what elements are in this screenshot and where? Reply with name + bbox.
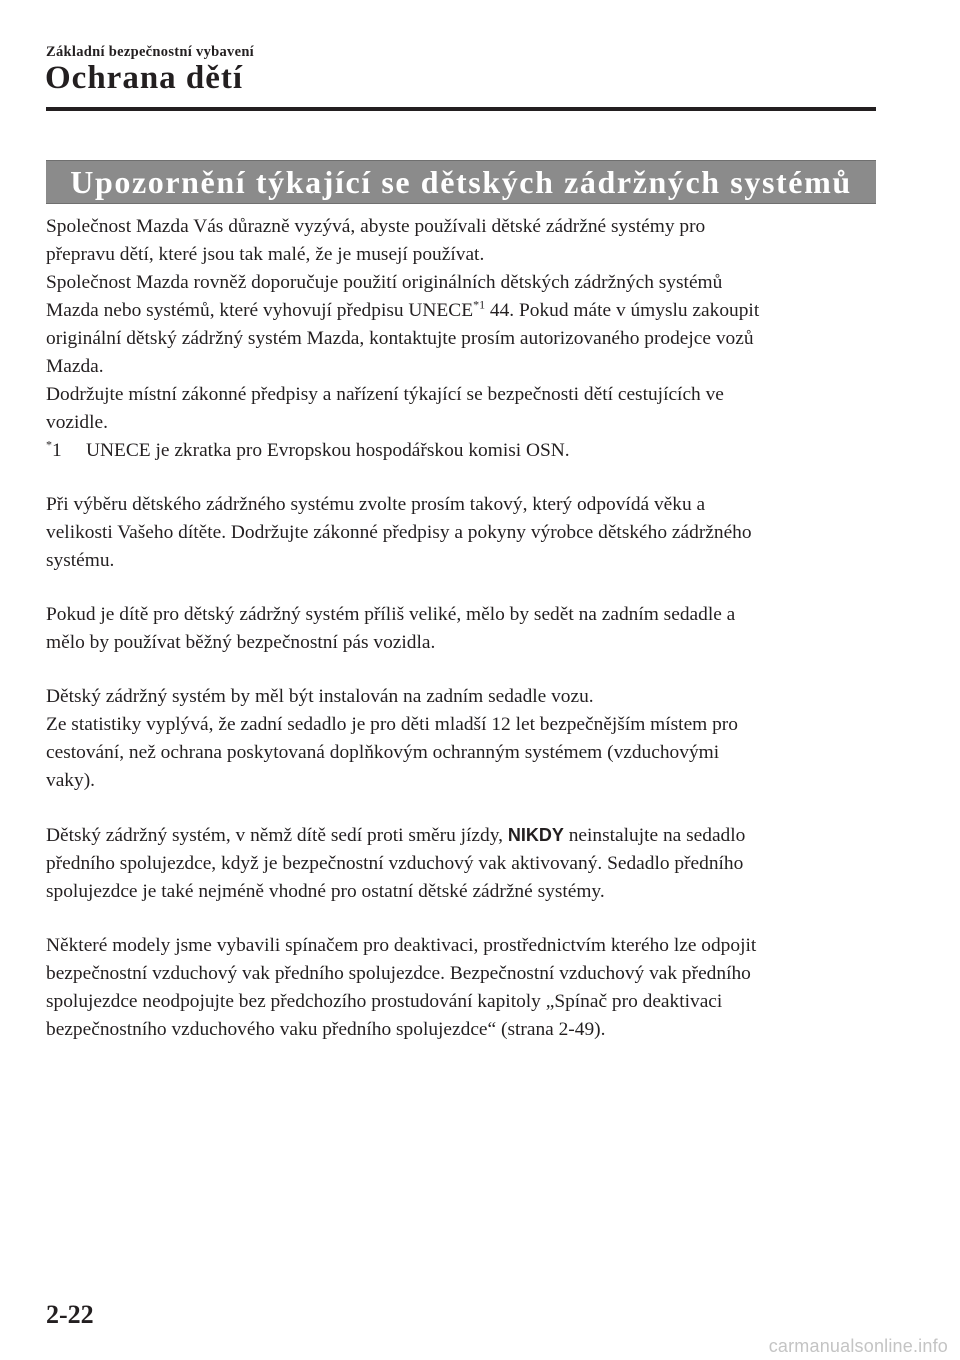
text-run: Mazda nebo systémů, které vyhovují předpisu UNECE	[46, 300, 474, 321]
footnote-reference: *1	[473, 297, 486, 312]
paragraph-line: spolujezdce je také nejméně vhodné pro ostatní dětské zádržné systémy.	[46, 881, 605, 902]
paragraph-line: předního spolujezdce, když je bezpečnostní vzduchový vak aktivovaný. Sedadlo předního	[46, 853, 744, 874]
paragraph-line: spolujezdce neodpojujte bez předchozího prostudování kapitoly „Spínač pro deaktivaci	[46, 991, 723, 1012]
paragraph-line: Společnost Mazda Vás důrazně vyzývá, abyste používali dětské zádržné systémy pro	[46, 216, 706, 237]
paragraph-line	[46, 821, 876, 850]
paragraph-line: velikosti Vašeho dítěte. Dodržujte zákonné předpisy a pokyny výrobce dětského zádržného	[46, 522, 752, 543]
paragraph-line: Pokud je dítě pro dětský zádržný systém příliš veliké, mělo by sedět na zadním sedadle a	[46, 604, 736, 625]
footnote-mark: *	[46, 437, 52, 452]
paragraph-gap	[46, 465, 876, 491]
paragraph-line: přepravu dětí, které jsou tak malé, že je musejí používat.	[46, 244, 485, 265]
emphasis-never: NIKDY	[507, 825, 564, 845]
body-text	[46, 213, 876, 1044]
paragraph-line: Mazda.	[46, 356, 104, 377]
paragraph-line: Dětský zádržný systém by měl být instalován na zadním sedadle vozu.	[46, 686, 594, 707]
chapter-divider	[46, 107, 876, 111]
paragraph-line: vozidle.	[46, 412, 108, 433]
watermark: carmanualsonline.info	[768, 1336, 948, 1356]
paragraph-line	[46, 297, 876, 325]
footnote-label	[46, 437, 86, 465]
section-label: Základní bezpečnostní vybavení	[46, 44, 255, 60]
footnote-text: UNECE je zkratka pro Evropskou hospodářskou komisi OSN.	[86, 440, 570, 461]
page-number: 2-22	[46, 1300, 94, 1329]
paragraph-line: Dodržujte místní zákonné předpisy a nařízení týkající se bezpečnosti dětí cestujících ve	[46, 384, 724, 405]
footnote	[46, 437, 876, 465]
text-run: 44. Pokud máte v úmyslu zakoupit	[485, 300, 760, 321]
chapter-title: Ochrana dětí	[45, 60, 244, 96]
paragraph-gap	[46, 795, 876, 821]
text-run: neinstalujte na sedadlo	[563, 825, 746, 846]
paragraph-line: Ze statistiky vyplývá, že zadní sedadlo je pro děti mladší 12 let bezpečnějším místem pro	[46, 714, 738, 735]
paragraph-line: bezpečnostního vzduchového vaku předního spolujezdce“ (strana 2-49).	[46, 1019, 606, 1040]
paragraph-gap	[46, 906, 876, 932]
paragraph-gap	[46, 575, 876, 601]
paragraph-line: Některé modely jsme vybavili spínačem pro deaktivaci, prostřednictvím kterého lze odpojit	[46, 935, 757, 956]
topic-banner	[46, 160, 876, 204]
paragraph-gap	[46, 657, 876, 683]
paragraph-line: bezpečnostní vzduchový vak předního spolujezdce. Bezpečnostní vzduchový vak předního	[46, 963, 751, 984]
paragraph-line: originální dětský zádržný systém Mazda, kontaktujte prosím autorizovaného prodejce vozů	[46, 328, 754, 349]
paragraph-line: vaky).	[46, 770, 95, 791]
paragraph-line: mělo by používat běžný bezpečnostní pás vozidla.	[46, 632, 436, 653]
paragraph-line: systému.	[46, 550, 115, 571]
paragraph-line: cestování, než ochrana poskytovaná doplňkovým ochranným systémem (vzduchovými	[46, 742, 720, 763]
paragraph-line: Společnost Mazda rovněž doporučuje použití originálních dětských zádržných systémů	[46, 272, 723, 293]
footnote-number: 1	[52, 440, 62, 461]
text-run: Dětský zádržný systém, v němž dítě sedí proti směru jízdy,	[46, 825, 508, 846]
paragraph-line: Při výběru dětského zádržného systému zvolte prosím takový, který odpovídá věku a	[46, 494, 706, 515]
topic-banner-title: Upozornění týkající se dětských zádržných systémů	[70, 163, 852, 200]
